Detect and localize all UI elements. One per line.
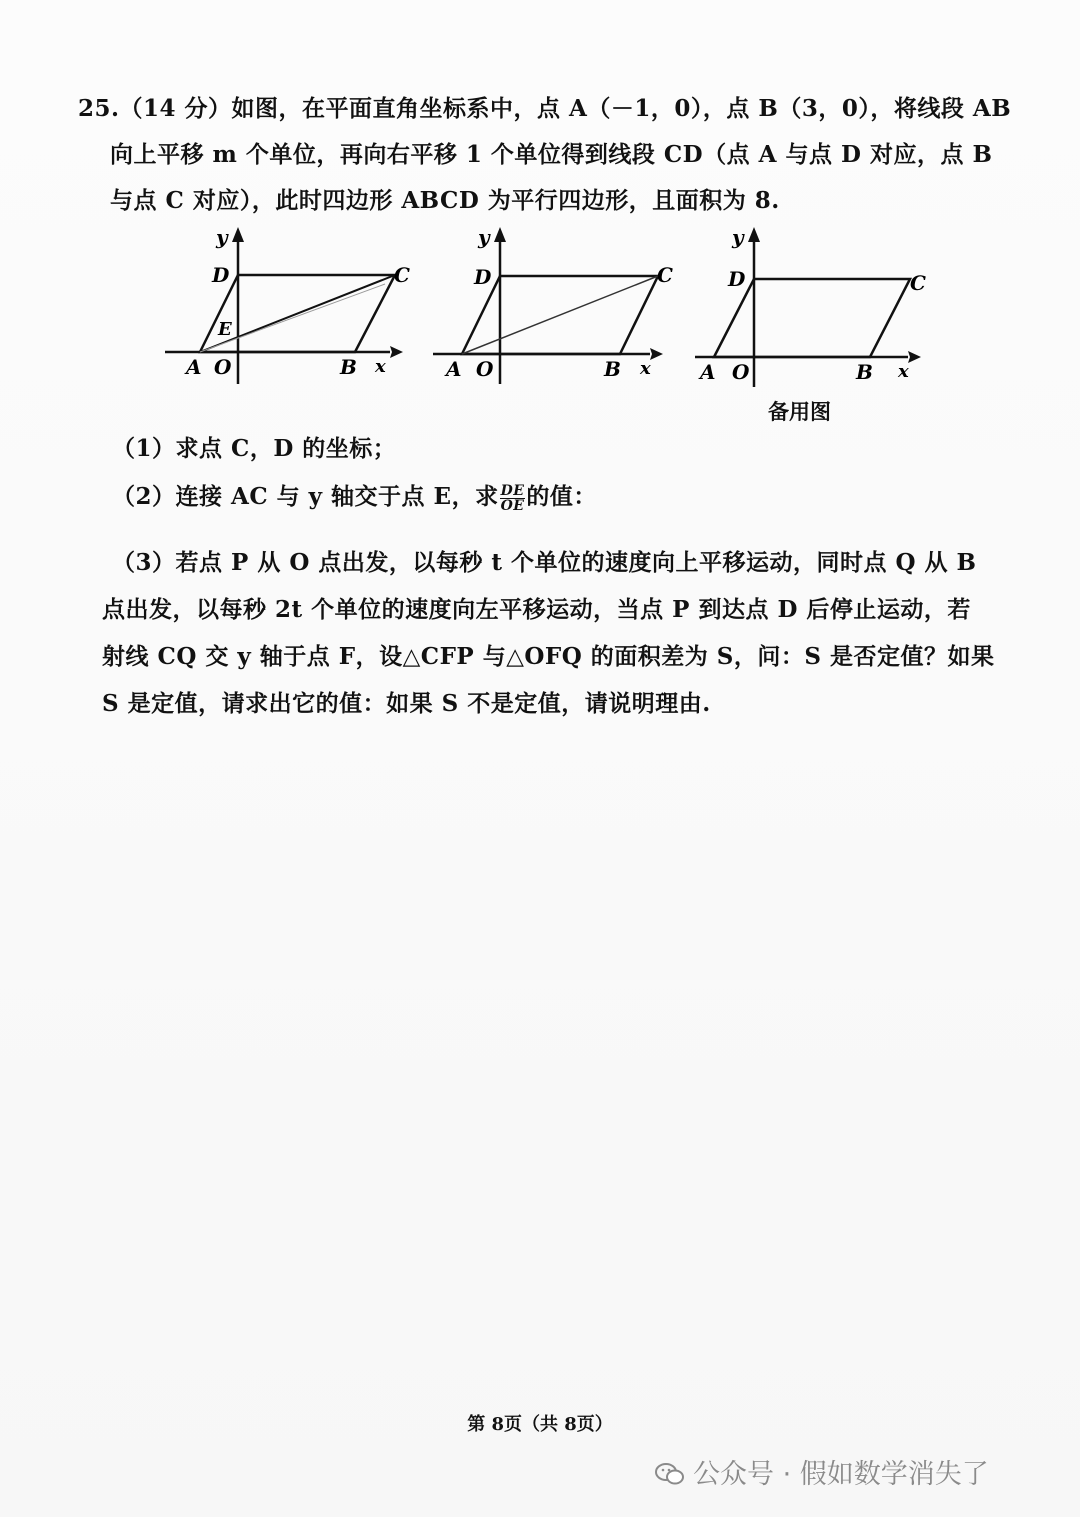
watermark-text: 公众号 · 假如数学消失了 xyxy=(693,1459,989,1490)
fraction-numerator: DE xyxy=(500,482,525,499)
x-axis-label: x xyxy=(898,361,909,382)
part-3-line-4: S 是定值，请求出它的值：如果 S 不是定值，请说明理由. xyxy=(102,690,711,717)
origin-label: O xyxy=(214,355,232,379)
question-line-3: 与点 C 对应），此时四边形 ABCD 为平行四边形，且面积为 8. xyxy=(110,187,780,214)
figure-1 xyxy=(160,222,420,396)
point-b-label: B xyxy=(604,357,621,381)
point-d-label: D xyxy=(728,267,746,291)
wechat-icon xyxy=(655,1462,685,1486)
part-3-line-1: （3）若点 P 从 O 点出发，以每秒 t 个单位的速度向上平移运动，同时点 Q 从 B xyxy=(112,549,977,576)
figure-3-spare xyxy=(690,222,950,396)
y-axis-label: y xyxy=(216,225,228,249)
de-over-oe-fraction xyxy=(500,484,526,513)
part-3-line-3: 射线 CQ 交 y 轴于点 F，设△CFP 与△OFQ 的面积差为 S，问：S 是否定值？如果 xyxy=(102,643,995,670)
point-b-label: B xyxy=(856,360,873,384)
part-2-text-after: 的值： xyxy=(526,483,597,510)
point-b-label: B xyxy=(340,355,357,379)
point-e-label: E xyxy=(218,319,232,340)
figure-2 xyxy=(428,222,688,396)
origin-label: O xyxy=(732,360,750,384)
point-d-label: D xyxy=(474,265,492,289)
part-1: （1）求点 C，D 的坐标； xyxy=(112,435,397,462)
spare-figure-caption: 备用图 xyxy=(768,399,831,424)
question-line-2: 向上平移 m 个单位，再向右平移 1 个单位得到线段 CD（点 A 与点 D 对应，点 B xyxy=(110,141,993,168)
part-2-text-before: （2）连接 AC 与 y 轴交于点 E，求 xyxy=(112,483,499,510)
part-3-line-2: 点出发，以每秒 2t 个单位的速度向左平移运动，当点 P 到达点 D 后停止运动，若 xyxy=(102,596,971,623)
point-c-label: C xyxy=(394,263,410,287)
x-axis-label: x xyxy=(640,358,651,379)
part-2 xyxy=(112,478,597,513)
origin-label: O xyxy=(476,357,494,381)
point-a-label: A xyxy=(700,360,716,384)
point-d-label: D xyxy=(212,263,230,287)
y-axis-label: y xyxy=(478,225,490,249)
point-c-label: C xyxy=(910,271,926,295)
fraction-denominator: OE xyxy=(500,497,525,514)
x-axis-label: x xyxy=(375,356,386,377)
point-c-label: C xyxy=(657,263,673,287)
watermark xyxy=(655,1452,989,1491)
point-a-label: A xyxy=(186,355,202,379)
point-a-label: A xyxy=(446,357,462,381)
page-footer: 第 8页（共 8页） xyxy=(467,1414,613,1435)
y-axis-label: y xyxy=(732,225,744,249)
question-line-1: 25.（14 分）如图，在平面直角坐标系中，点 A（－1，0），点 B（3，0），将线段 AB xyxy=(78,95,1012,122)
